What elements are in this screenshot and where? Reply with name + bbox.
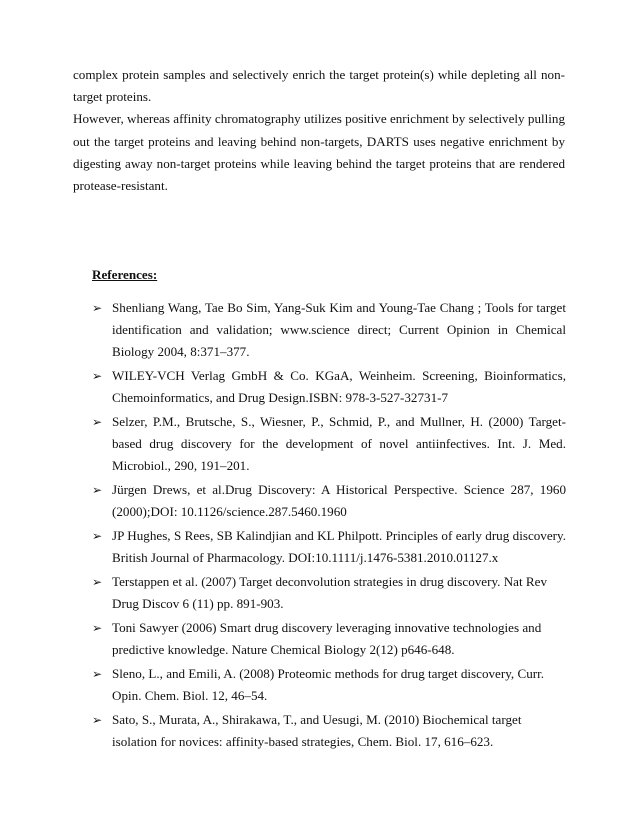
reference-item: [92, 663, 566, 707]
reference-item: [92, 525, 566, 569]
arrow-bullet-icon: ➢: [92, 301, 103, 315]
reference-item: [92, 479, 566, 523]
reference-text: Terstappen et al. (2007) Target deconvolution strategies in drug discovery. Nat Rev Drug Discov 6 (11) pp. 891-903.: [112, 574, 547, 611]
arrow-bullet-icon: ➢: [92, 529, 103, 543]
reference-text: WILEY-VCH Verlag GmbH & Co. KGaA, Weinheim. Screening, Bioinformatics, Chemoinformatics, and Drug Design.ISBN: 978-3-527-32731-7: [112, 368, 566, 405]
references-heading: References:: [92, 267, 158, 282]
reference-item: [92, 297, 566, 363]
arrow-bullet-icon: ➢: [92, 621, 103, 635]
reference-item: [92, 365, 566, 409]
arrow-bullet-icon: ➢: [92, 667, 103, 681]
reference-text: Toni Sawyer (2006) Smart drug discovery leveraging innovative technologies and predictive knowledge. Nature Chemical Biology 2(12) p646-648.: [112, 620, 542, 657]
arrow-bullet-icon: ➢: [92, 483, 103, 497]
reference-text: Jürgen Drews, et al.Drug Discovery: A Historical Perspective. Science 287, 1960 (2000);DOI: 10.1126/science.287.5460.1960: [112, 482, 566, 519]
reference-text: Sleno, L., and Emili, A. (2008) Proteomic methods for drug target discovery, Curr. Opin. Chem. Biol. 12, 46–54.: [112, 666, 545, 703]
arrow-bullet-icon: ➢: [92, 575, 103, 589]
reference-text: Selzer, P.M., Brutsche, S., Wiesner, P., Schmid, P., and Mullner, H. (2000) Target-based drug discovery for the development of novel antiinfectives. Int. J. Med. Microbiol., 290, 191–201.: [112, 414, 566, 473]
arrow-bullet-icon: ➢: [92, 415, 103, 429]
arrow-bullet-icon: ➢: [92, 369, 103, 383]
reference-item: [92, 571, 566, 615]
reference-item: [92, 617, 566, 661]
body-paragraph-1: complex protein samples and selectively enrich the target protein(s) while depleting all non-target proteins.: [73, 67, 565, 105]
reference-text: JP Hughes, S Rees, SB Kalindjian and KL Philpott. Principles of early drug discovery. British Journal of Pharmacology. DOI:10.1111/j.1476-5381.2010.01127.x: [112, 528, 566, 565]
reference-text: Sato, S., Murata, A., Shirakawa, T., and Uesugi, M. (2010) Biochemical target isolation for novices: affinity-based strategies, Chem. Biol. 17, 616–623.: [112, 712, 522, 749]
references-list: [92, 297, 566, 755]
arrow-bullet-icon: ➢: [92, 713, 103, 727]
body-text: [73, 64, 565, 197]
reference-item: [92, 709, 566, 753]
reference-text: Shenliang Wang, Tae Bo Sim, Yang-Suk Kim and Young-Tae Chang ; Tools for target identification and validation; www.science direct; Current Opinion in Chemical Biology 2004, 8:371–377.: [112, 300, 566, 359]
body-paragraph-2: However, whereas affinity chromatography utilizes positive enrichment by selectively pulling out the target proteins and leaving behind non-targets, DARTS uses negative enrichment by digesting away non-target proteins while leaving behind the target proteins that are rendered protease-resistant.: [73, 111, 565, 194]
reference-item: [92, 411, 566, 477]
